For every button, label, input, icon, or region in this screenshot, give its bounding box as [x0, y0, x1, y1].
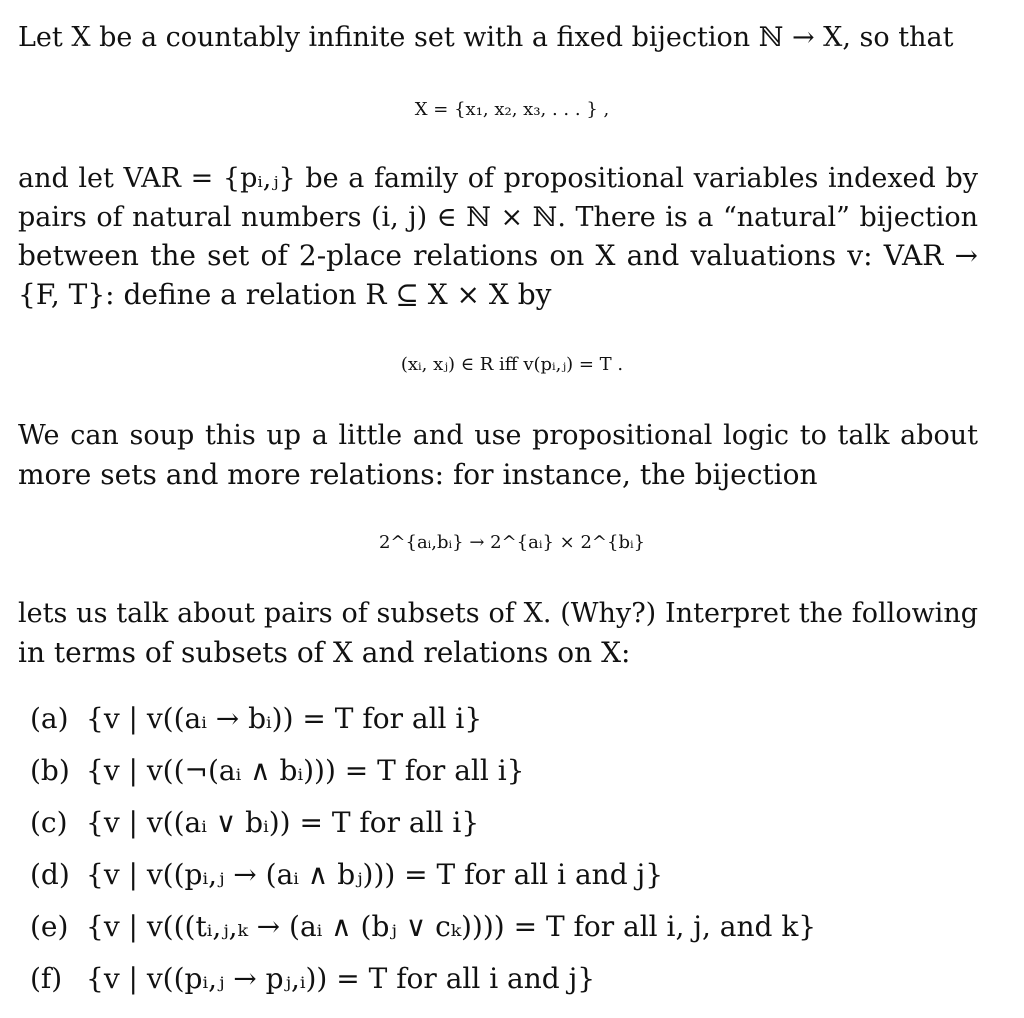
- text-line: and let VAR = {pᵢ,ⱼ} be a family of propositional variables indexed by: [18, 163, 978, 194]
- list-item: [30, 960, 595, 998]
- equation-relation: (xᵢ, xⱼ) ∈ R iff v(pᵢ,ⱼ) = T .: [400, 354, 624, 375]
- equation-bijection: 2^{aᵢ,bᵢ} → 2^{aᵢ} × 2^{bᵢ}: [378, 532, 646, 553]
- text-line: pairs of natural numbers (i, j) ∈ ℕ × ℕ. There is a “natural” bijection: [18, 201, 978, 233]
- item-text: {v | v((pᵢ,ⱼ → (aᵢ ∧ bⱼ))) = T for all i and j}: [86, 858, 664, 891]
- item-label: (e): [30, 910, 69, 943]
- text-line: more sets and more relations: for instance, the bijection: [18, 457, 818, 491]
- item-label: (c): [30, 806, 68, 839]
- item-label: (d): [30, 858, 70, 891]
- list-item: [30, 804, 479, 842]
- text-line: between the set of 2-place relations on X and valuations v: VAR →: [18, 239, 978, 272]
- item-text: {v | v((¬(aᵢ ∧ bᵢ))) = T for all i}: [86, 754, 525, 787]
- item-text: {v | v((aᵢ → bᵢ)) = T for all i}: [86, 702, 483, 735]
- interpret-paragraph: [18, 595, 978, 672]
- item-text: {v | v((aᵢ ∨ bᵢ)) = T for all i}: [86, 806, 480, 839]
- item-label: (b): [30, 754, 70, 787]
- text-line: We can soup this up a little and use propositional logic to talk about: [18, 420, 978, 451]
- item-label: (f): [30, 962, 63, 995]
- item-text: {v | v((pᵢ,ⱼ → pⱼ,ᵢ)) = T for all i and j}: [86, 962, 596, 995]
- list-item: [30, 700, 482, 738]
- text-line: in terms of subsets of X and relations on X:: [18, 635, 631, 669]
- equation-set-x: X = {x₁, x₂, x₃, . . . } ,: [414, 99, 610, 120]
- intro-paragraph: [18, 19, 978, 58]
- list-item: [30, 856, 663, 894]
- text-line: lets us talk about pairs of subsets of X. (Why?) Interpret the following: [18, 598, 978, 629]
- item-label: (a): [30, 702, 69, 735]
- list-item: [30, 752, 524, 790]
- item-text: {v | v(((tᵢ,ⱼ,ₖ → (aᵢ ∧ (bⱼ ∨ cₖ)))) = T for all i, j, and k}: [86, 910, 817, 943]
- var-paragraph: [18, 160, 978, 314]
- list-item: [30, 908, 816, 946]
- soup-paragraph: [18, 417, 978, 494]
- text-line: {F, T}: define a relation R ⊆ X × X by: [18, 277, 552, 311]
- text-line: Let X be a countably infinite set with a fixed bijection ℕ → X, so that: [18, 22, 954, 53]
